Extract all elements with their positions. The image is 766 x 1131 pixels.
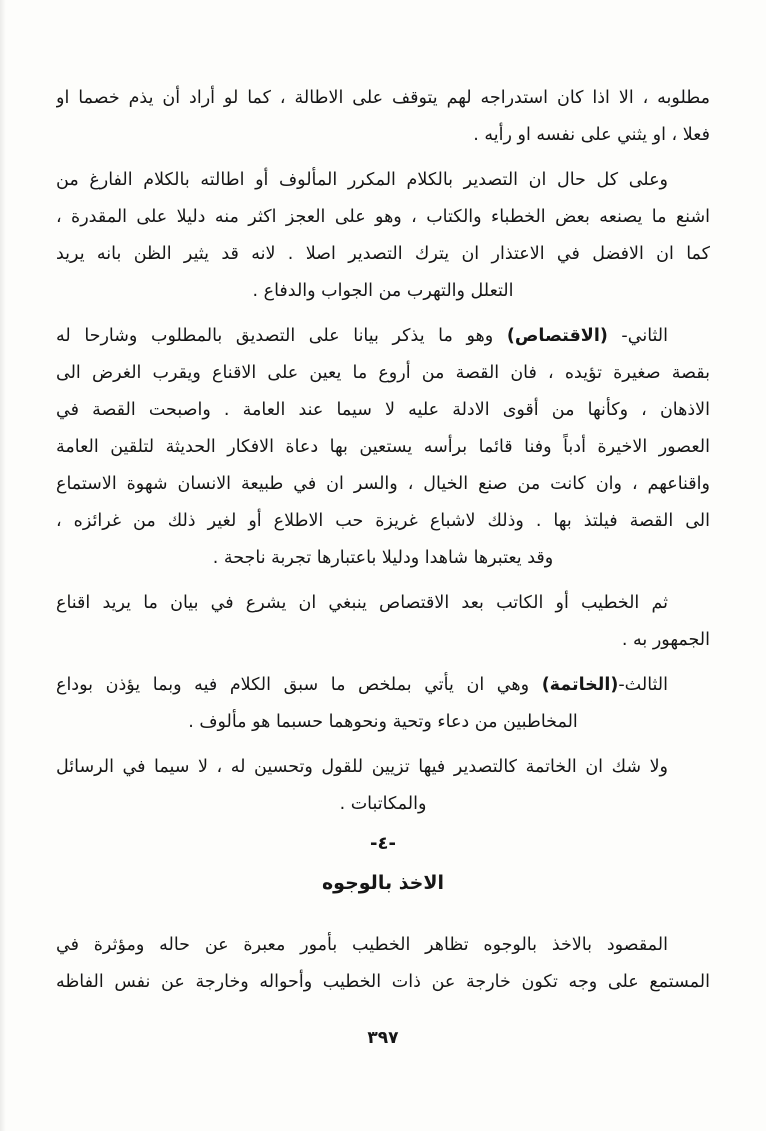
text-line: بقصة صغيرة تؤيده ، فان القصة من أروع ما يعين على الاقناع ويقرب الغرض الى — [56, 363, 710, 383]
text-line: التعلل والتهرب من الجواب والدفاع . — [252, 281, 514, 301]
text-line — [56, 318, 710, 355]
page-text-block — [56, 80, 710, 1001]
text-line: العصور الاخيرة أدباً وفنا قائما برأسه يستعين بها دعاة الافكار الحديثة لتلقين العامة — [56, 437, 710, 457]
text-line: وقد يعتبرها شاهدا ودليلا باعتبارها تجربة ناجحة . — [212, 548, 554, 568]
emphasized-term: (الاقتصاص) — [506, 326, 608, 346]
text-line: الجمهور به . — [621, 630, 710, 650]
text-line: ثم الخطيب أو الكاتب بعد الاقتصاص ينبغي ان يشرع في بيان ما يريد اقناع — [56, 593, 668, 613]
paragraph — [56, 318, 710, 577]
text-run: وهو ما يذكر بيانا على التصديق بالمطلوب وشارحا له — [56, 326, 507, 346]
text-line: -٤- — [370, 833, 396, 854]
paragraph — [56, 80, 710, 154]
paragraph — [56, 667, 710, 741]
text-line: المخاطبين من دعاء وتحية ونحوهما حسبما هو مألوف . — [188, 712, 578, 732]
text-line — [56, 667, 710, 704]
page-number: ٣٩٧ — [367, 1028, 399, 1048]
text-line: ولا شك ان الخاتمة كالتصدير فيها تزيين للقول وتحسين له ، لا سيما في الرسائل — [56, 757, 668, 777]
text-line: المستمع على وجه تكون خارجة عن ذات الخطيب وأحواله وخارجة عن نفس الفاظه — [56, 972, 710, 992]
section-number-heading — [56, 825, 710, 862]
text-line: والمكاتبات . — [339, 794, 427, 814]
text-line: الى القصة فيلتذ بها . وذلك لاشباع غريزة حب الاطلاع أو لغير ذلك من غرائزه ، — [56, 511, 710, 531]
text-line: كما ان الافضل في الاعتذار ان يترك التصدير اصلا . لانه قد يثير الظن بانه يريد — [56, 244, 710, 264]
text-line: اشنع ما يصنعه بعض الخطباء والكتاب ، وهو على العجز اكثر منه دليلا على المقدرة ، — [56, 207, 710, 227]
text-line: الاخذ بالوجوه — [321, 872, 445, 894]
text-run: وهي ان يأتي بملخص ما سبق الكلام فيه وبما يؤذن بوداع — [56, 675, 542, 695]
text-line: فعلا ، او يثني على نفسه او رأيه . — [473, 125, 710, 145]
text-line: واقناعهم ، وان كانت من صنع الخيال ، والسر ان في طبيعة الانسان شهوة الاستماع — [56, 474, 710, 494]
emphasized-term: (الخاتمة) — [541, 675, 619, 695]
paragraph — [56, 749, 710, 823]
paragraph — [56, 927, 710, 1001]
text-line: وعلى كل حال ان التصدير بالكلام المكرر المألوف أو اطالته بالكلام الفارغ من — [56, 170, 668, 190]
paragraph — [56, 585, 710, 659]
text-line: الاذهان ، وكأنها من أقوى الادلة عليه لا سيما عند العامة . واصبحت القصة في — [56, 400, 710, 420]
text-run: الثاني- — [607, 326, 668, 346]
section-title — [56, 865, 710, 902]
text-line: المقصود بالاخذ بالوجوه تظاهر الخطيب بأمور معبرة عن حاله ومؤثرة في — [56, 935, 668, 955]
text-run: الثالث- — [618, 675, 668, 695]
paragraph — [56, 162, 710, 310]
text-line: مطلوبه ، الا اذا كان استدراجه لهم يتوقف على الاطالة ، كما لو أراد أن يذم خصما او — [56, 88, 710, 108]
